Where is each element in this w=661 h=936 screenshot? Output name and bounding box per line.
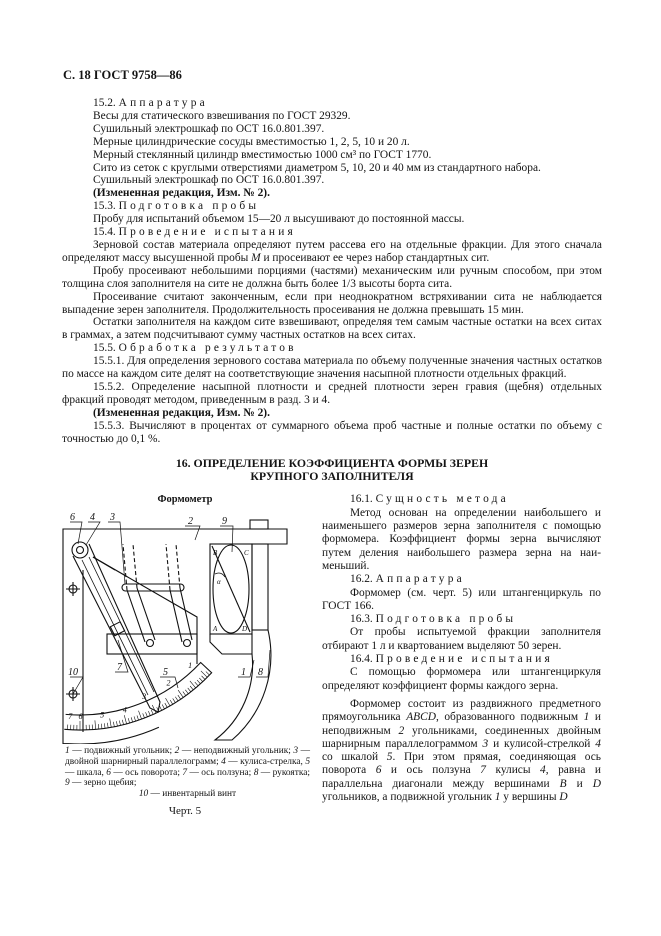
italic-term: B [559,777,567,790]
italic-term: 4 [595,737,601,750]
scale-tick [188,688,191,692]
scale-tick [113,722,114,727]
text-run: и кулисой-стрелкой [488,737,596,750]
text-run: — инвентарный винт [148,788,237,799]
scale-tick [124,716,126,725]
scale-tick [170,700,173,704]
italic-term: 1 [494,791,501,803]
italic-term: 4 [221,757,226,768]
scale-tick [143,714,145,719]
scale-tick [138,711,141,719]
paragraph [62,407,602,420]
heading-line: 16. ОПРЕДЕЛЕНИЕ КОЭФФИЦИЕНТА ФОРМЫ ЗЕРЕН [175,456,489,471]
scale-tick [206,672,210,675]
paragraph [62,200,602,213]
text-run: Весы для статического взвешивания по ГОСТ 29329. [93,109,351,122]
text-run: . При этом прямая, соединяющая ось поворота [322,751,601,777]
paragraph [62,420,602,446]
scale-tick [128,719,129,724]
handle-8 [215,630,271,740]
text-run: Пробу просеивают небольшими порциями (частями) механическим или ручным способом, при этом толщина слоя заполнителя на сите не должна быть более 1/3 высоты борта сита. [62,264,602,290]
text-run: , равна и параллельна диагонали между вершинами [322,764,601,790]
paragraph [62,342,602,355]
scale-tick [98,725,99,730]
text-run: 15.5.3. Вычисляют в процентах от суммарного объема проб частные и полные остатки по объему с точностью до 0,1 %. [62,419,602,445]
text-run: у вершины [500,791,560,803]
figure-caption [65,746,310,799]
text-run: 15.5.2. Определение насыпной плотности и средней плотности зерен гравия (щебня) отдельных фракций проводят методом, приведенным в разд. 3 и 4. [62,380,602,406]
scale-tick [146,713,148,718]
scale-tick [151,710,153,715]
page-header: С. 18 ГОСТ 9758—86 [63,68,182,82]
label-2: 2 [188,516,193,528]
section-subheading: Аппаратура [118,97,208,109]
section-16-text [322,493,601,804]
label-9: 9 [222,516,227,528]
scale-tick [173,699,176,703]
paragraph [322,507,601,573]
paragraph [62,187,602,200]
italic-term: M [251,251,261,264]
paragraph [62,149,602,162]
section-subheading: Проведение испытания [375,653,553,666]
paragraph [322,626,601,653]
scale-tick [190,686,193,690]
arm-4 [73,544,160,712]
text-run: 15.3. [93,200,119,213]
text-run: С помощью формомера или штангенциркуля определяют коэффициент формы каждого зерна. [322,666,601,692]
pivot-6 [72,542,88,558]
paragraph [62,239,602,265]
label-7: 7 [117,662,122,674]
paragraph [62,97,602,110]
paragraph [62,265,602,291]
text-run: Пробу для испытаний объемом 15—20 л высушивают до постоянной массы. [93,213,465,226]
section-15-text [62,97,602,445]
vertex-b: B [213,549,218,558]
italic-term: 6 [106,767,111,778]
scale-tick [162,705,164,709]
figure-title: Формометр [157,494,213,506]
angle-alpha: α [217,578,221,587]
text-run: — ось ползуна; [187,767,254,778]
label-6: 6 [70,512,75,524]
italic-term: 10 [138,788,149,799]
label-4: 4 [90,512,95,524]
section-subheading: Сущность метода [375,493,509,506]
text-run: — неподвижный угольник; [179,746,294,757]
text-run: 16.3. [350,613,376,626]
caption-last-line [65,789,310,800]
italic-term: D [559,791,568,803]
italic-term: ABCD [406,711,436,724]
text-run: 16.4. [350,653,376,666]
scale-tick [119,721,120,726]
scale-tick [110,719,112,728]
text-run: со шкалой [322,751,387,764]
label-1: 1 [241,667,246,679]
scale-number: 2 [166,679,171,689]
text-run: угольников, а подвижной угольник [322,791,495,803]
italic-term: 8 [253,767,259,778]
scale-tick [148,712,150,717]
parallelogram-3 [122,544,192,647]
paragraph [62,316,602,342]
text-run: 15.2. [93,97,119,109]
scale-tick [195,683,198,687]
scale-number: 5 [100,710,105,720]
scale-number: 4 [122,706,127,716]
paragraph [62,226,602,239]
text-run: 15.5.1. Для определения зернового состава материала по объему полученные значения частных остатков по массе на каждом сите делят на соответствующие значения насыпной плотности отдельных фракций. [62,355,602,381]
label-8: 8 [258,667,263,679]
page-body [62,97,602,818]
italic-term: 9 [65,778,70,789]
italic-term: 2 [174,746,180,757]
scale-tick [197,681,200,685]
italic-term: 5 [386,751,393,764]
text-run: Мерный стеклянный цилиндр вместимостью 1000 см³ по ГОСТ 1770. [93,148,432,161]
label-10: 10 [68,667,78,679]
text-run: Остатки заполнителя на каждом сите взвешивают, определяя тем самым частные остатки на всех ситах в граммах, а затем подсчитывают сумму частных остатков на всех ситах. [62,316,602,342]
scale-tick [107,723,108,728]
paragraph [322,613,601,626]
scale-tick [202,676,205,680]
vertex-c: C [244,549,249,558]
paragraph [322,698,601,804]
italic-term: 7 [182,767,188,778]
paragraph [322,653,601,666]
figure-column [60,493,310,818]
paragraph [322,493,601,506]
text-run: Сушильный электрошкаф по ОСТ 16.0.801.397. [93,122,325,135]
italic-term: 1 [65,746,70,757]
scale-band [64,663,211,730]
paragraph [62,213,602,226]
text-run: Формомер (см. черт. 5) или штангенциркуль по ГОСТ 166. [322,586,601,612]
scale-number: 1 [188,661,193,671]
scale-tick [104,724,105,729]
text-run: 15.5. [93,342,119,355]
italic-term: D [592,777,601,790]
heading-line: КРУПНОГО ЗАПОЛНИТЕЛЯ [250,469,414,484]
text-run: угольниками, соединенных двойным шарнирным параллелограммом [322,724,601,750]
scale-number: 7 [68,712,73,722]
scale-number: 6 [78,712,83,722]
text-run: Просеивание считают законченным, если при неоднократном встряхивании сита не наблюдается выпадение зерен заполнителя. Продолжительность просеивания не должна превышать 15 мин. [62,290,602,316]
section-subheading: Обработка результатов [118,342,297,355]
section-subheading: Аппаратура [375,573,465,586]
text-run: Формомер состоит из раздвижного предметного прямоугольника [322,697,601,724]
italic-term: 1 [583,711,590,724]
scale-tick [116,722,117,727]
vertex-a: A [213,625,218,634]
text-run: кулисы [485,764,541,777]
text-run: — зерно щебия; [69,778,137,789]
text-run: Метод основан на определении наибольшего и наименьшего размеров зерна заполнителя с помощью формомера. Коэффициент формы зерна вычисляют путем деления наибольшего размера зерна на наименьший. [322,506,601,572]
italic-term: 3 [482,737,489,750]
paragraph [62,110,602,123]
text-run: 16.1. [350,493,376,506]
text-run: 15.4. [93,226,119,239]
paragraph [62,291,602,317]
figure-number: Черт. 5 [168,805,202,818]
scale-tick [137,716,139,721]
italic-term: 7 [480,764,486,777]
formometer-diagram [60,512,310,744]
scale-tick [159,706,161,710]
text-run: От пробы испытуемой фракции заполнителя отбирают 1 л и квартованием выделяют 50 зерен. [322,626,601,652]
scale-tick [166,699,171,707]
section-subheading: Подготовка пробы [375,613,517,626]
text-run: и ось ползуна [381,764,481,777]
scale-tick [134,717,136,722]
italic-term: 6 [375,764,382,777]
paragraph [62,355,602,381]
text-run: — рукоятка; [258,767,311,778]
section-subheading: Проведение испытания [118,226,296,239]
paragraph [62,381,602,407]
scale-tick [185,690,188,694]
paragraph [322,666,601,693]
movable-square-1 [83,557,197,732]
section-16-heading [62,457,602,483]
text-run: — кулиса-стрелка, [225,757,306,768]
italic-term: 2 [398,724,405,737]
text-run: и неподвижным [322,711,601,737]
amendment-note: (Измененная редакция, Изм. № 2). [93,406,270,419]
right-post [252,544,268,630]
italic-term: 3 [293,746,299,757]
italic-term: 5 [305,757,310,768]
text-run: и просеивают ее через набор стандартных сит. [260,251,490,264]
paragraph [62,136,602,149]
paragraph [62,123,602,136]
text-run: — ось поворота; [110,767,183,778]
text-run: Зерновой состав материала определяют путем рассева его на отдельные фракции. Для этого сначала определяют массу высушенной пробы [62,238,602,264]
text-run: и [566,777,593,790]
paragraph [322,587,601,614]
scale-tick [131,718,132,723]
scale-number: 3 [142,692,147,702]
text-run: Мерные цилиндрические сосуды вместимостью 1, 2, 5, 10 и 20 л. [93,135,410,148]
leader-lines [70,522,270,694]
section-subheading: Подготовка пробы [118,200,260,213]
scale-tick [95,721,96,730]
two-column-area [62,493,602,818]
text-run: Сито из сеток с круглыми отверстиями диаметром 5, 10, 20 и 40 мм из стандартного набора. [93,161,541,174]
amendment-note: (Измененная редакция, Изм. № 2). [93,187,270,200]
italic-term: 4 [540,764,546,777]
screw-10 [66,582,80,701]
text-run: Сушильный электрошкаф по ОСТ 16.0.801.397. [93,174,325,187]
paragraph [62,162,602,175]
scale-tick [122,720,123,725]
specimen-rectangle-abcd [210,544,252,654]
text-run: , образованного подвижным [435,711,584,724]
paragraph [62,174,602,187]
knob [250,520,268,529]
text-run: — двойной шарнирный параллелограмм; [65,746,311,768]
scale-tick [178,696,181,700]
label-3: 3 [110,512,115,524]
scale-tick [101,724,102,729]
vertex-d: D [242,625,248,634]
label-5: 5 [163,667,168,679]
pivot-axis [77,547,84,554]
scale-tick [199,678,202,682]
text-run: — шкала, [65,767,107,778]
scale-tick [165,704,167,708]
text-run: 16.2. [350,573,376,586]
scale-tick [183,692,186,696]
paragraph [322,573,601,586]
caption-main [65,746,310,788]
scale-tick [175,697,178,701]
text-run: — подвижный угольник; [69,746,175,757]
